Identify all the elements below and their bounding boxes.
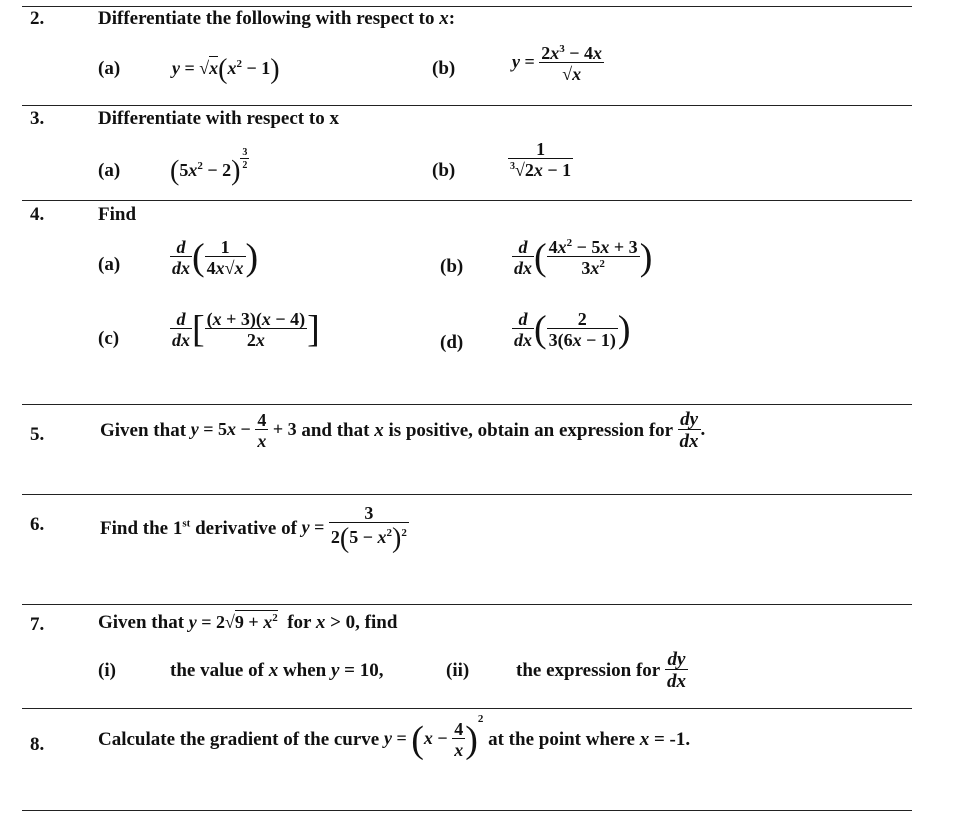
q7-part-i-label: (i) [98, 660, 116, 681]
rule-q3-q4 [22, 200, 912, 201]
rule-q5-q6 [22, 494, 912, 495]
rule-top [22, 6, 912, 7]
q6-number: 6. [30, 514, 45, 535]
q3-part-b-label: (b) [432, 160, 456, 181]
q6-text: Find the 1st derivative of y = $\frac{3}{2(5 - x^2)^2}$ [100, 503, 407, 554]
q4-part-c-label: (c) [98, 328, 120, 349]
q7-number: 7. [30, 614, 45, 635]
q8-text: Calculate the gradient of the curve y = (x − $\frac{4}{x}$ )$^2$ at the point where x = -1. [98, 713, 691, 761]
q4-expr-b: $\frac{d}{dx}$ ( $\frac{4x^2 - 5x + 3}{3x^2}$ ) [514, 236, 653, 279]
q2-part-a-label: (a) [98, 58, 121, 79]
q4-part-d-label: (d) [440, 332, 464, 353]
q4-part-a-label: (a) [98, 254, 121, 275]
q7-text: Given that $y = 2√9 + x^2$ for x > 0, find [98, 612, 398, 633]
rule-bottom [22, 810, 912, 811]
q8-number: 8. [30, 734, 45, 755]
q7-part-ii-text: the expression for $\frac{dy}{dx}$ [516, 649, 686, 692]
q4-part-b-label: (b) [440, 256, 464, 277]
rule-q2-q3 [22, 105, 912, 106]
rule-q7-q8 [22, 708, 912, 709]
q7-part-i-text: the value of x when y = 10, [170, 660, 384, 681]
rule-q6-q7 [22, 604, 912, 605]
q2-expr-b: y = $\frac{2x^3 - 4x}{√x}$ [512, 43, 603, 84]
q2-expr-a: $y = √x(x^2 - 1)$ [172, 54, 280, 85]
q4-number: 4. [30, 204, 45, 225]
q2-text: Differentiate the following with respect to x: [98, 8, 456, 29]
q5-number: 5. [30, 424, 45, 445]
q3-text: Differentiate with respect to x [98, 108, 339, 129]
q2-part-b-label: (b) [432, 58, 456, 79]
q3-part-a-label: (a) [98, 160, 121, 181]
q4-expr-c: $\frac{d}{dx}$ [ $\frac{(x + 3)(x - 4)}{2x}$ ] [172, 308, 320, 351]
q3-number: 3. [30, 108, 45, 129]
q5-text: Given that y = 5x − $\frac{4}{x}$ + 3 and that x is positive, obtain an expression for $\frac{dy}{dx}$ . [100, 409, 706, 452]
q3-expr-b: $\frac{1}{^3√2x - 1}$ [510, 139, 572, 180]
rule-q4-q5 [22, 404, 912, 405]
q4-expr-d: $\frac{d}{dx}$ ( $\frac{2}{3(6x - 1)}$ ) [514, 308, 631, 351]
q7-part-ii-label: (ii) [446, 660, 470, 681]
q2-number: 2. [30, 8, 45, 29]
q3-expr-a: $(5x^2 - 2)$ $^{\frac{3}{2}}$ [170, 147, 248, 187]
q4-text: Find [98, 204, 137, 225]
q4-expr-a: $\frac{d}{dx}$ ( $\frac{1}{4x√x}$ ) [172, 236, 259, 279]
